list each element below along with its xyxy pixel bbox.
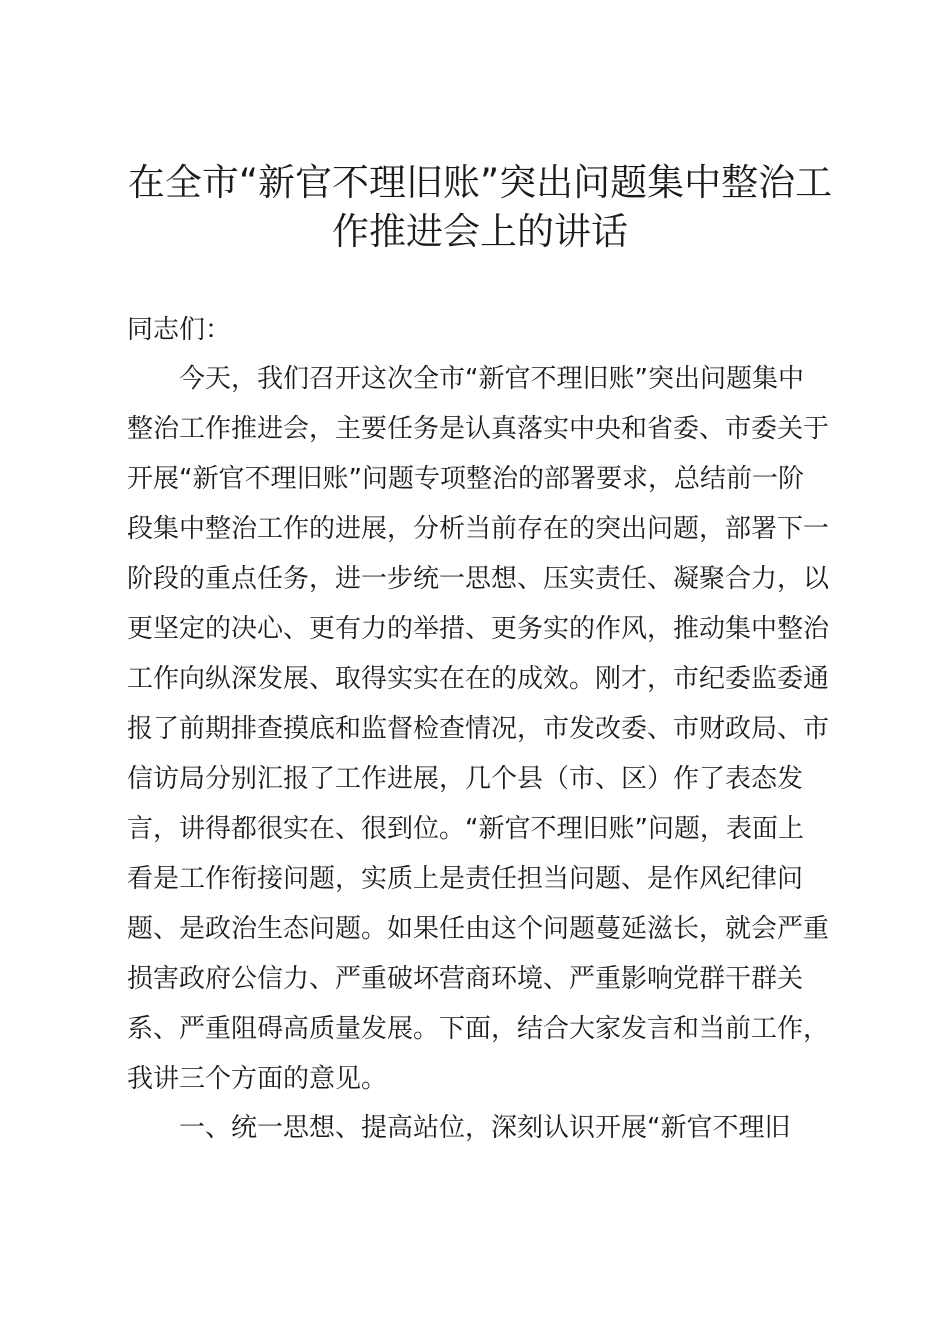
paragraph-line: 题、是政治生态问题。如果任由这个问题蔓延滋长，就会严重 [127,914,830,944]
paragraph-line: 阶段的重点任务，进一步统一思想、压实责任、凝聚合力，以 [127,564,830,594]
document-title [110,158,850,256]
paragraph-line: 段集中整治工作的进展，分析当前存在的突出问题，部署下一 [127,514,830,544]
paragraph-line: 工作向纵深发展、取得实实在在的成效。刚才，市纪委监委通 [127,664,830,694]
paragraph-line: 看是工作衔接问题，实质上是责任担当问题、是作风纪律问 [127,864,804,894]
paragraph-line: 报了前期排查摸底和监督检查情况，市发改委、市财政局、市 [127,714,830,744]
opening-paragraph [127,361,847,1111]
greeting: 同志们： [127,315,232,345]
paragraph-line: 更坚定的决心、更有力的举措、更务实的作风，推动集中整治 [127,614,830,644]
paragraph-line: 开展“新官不理旧账”问题专项整治的部署要求，总结前一阶 [127,464,804,494]
title-line-2: 作推进会上的讲话 [332,210,628,253]
title-line-1: 在全市“新官不理旧账”突出问题集中整治工 [127,161,833,204]
paragraph-line: 我讲三个方面的意见。 [127,1064,388,1094]
paragraph-line: 今天，我们召开这次全市“新官不理旧账”突出问题集中 [179,364,804,394]
paragraph-line: 整治工作推进会，主要任务是认真落实中央和省委、市委关于 [127,414,830,444]
paragraph-line: 言，讲得都很实在、很到位。“新官不理旧账”问题，表面上 [127,814,804,844]
paragraph-line: 信访局分别汇报了工作进展，几个县（市、区）作了表态发 [127,764,804,794]
section-heading: 一、统一思想、提高站位，深刻认识开展“新官不理旧 [179,1113,791,1143]
paragraph-line: 损害政府公信力、严重破坏营商环境、严重影响党群干群关 [127,964,804,994]
paragraph-line: 系、严重阻碍高质量发展。下面，结合大家发言和当前工作， [127,1014,830,1044]
